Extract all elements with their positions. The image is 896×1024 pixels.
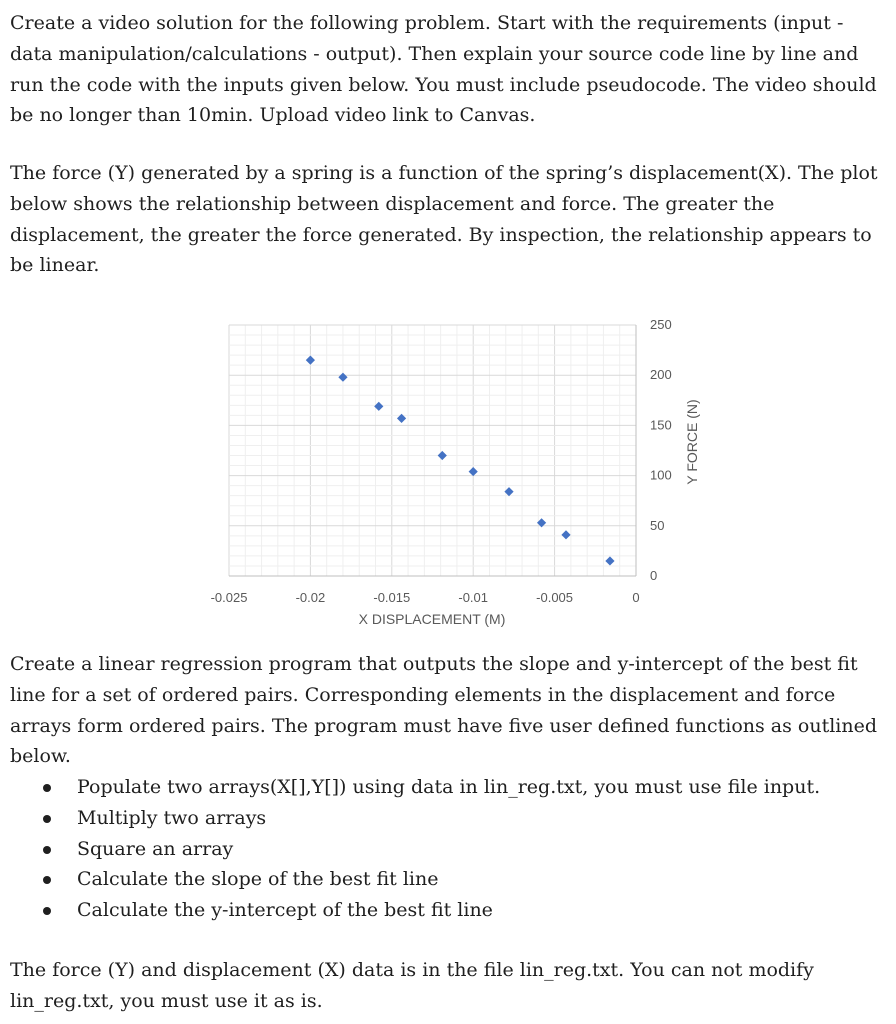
y-axis-label: Y FORCE (N) <box>684 399 700 485</box>
data-points <box>306 356 615 566</box>
y-tick-label: 250 <box>650 317 672 332</box>
x-tick-labels <box>211 590 640 605</box>
bullet-icon <box>43 907 51 915</box>
x-tick-label: -0.005 <box>536 590 574 605</box>
y-tick-labels <box>650 317 672 583</box>
bullet-icon <box>43 876 51 884</box>
requirements-list <box>10 772 880 926</box>
bullet-icon <box>43 784 51 792</box>
data-point <box>306 356 315 365</box>
list-item-text: Square an array <box>77 837 234 860</box>
list-item-text: Populate two arrays(X[],Y[]) using data in lin_reg.txt, you must use file input. <box>77 776 821 798</box>
x-tick-label: -0.025 <box>210 590 248 605</box>
list-item <box>10 803 880 834</box>
y-tick-label: 100 <box>650 467 672 483</box>
data-file-paragraph: The force (Y) and displacement (X) data is in the file lin_reg.txt. You can not modify lin_reg.txt, you must use it as is. <box>10 959 814 1012</box>
y-tick-label: 200 <box>650 367 672 383</box>
data-point <box>338 373 347 382</box>
chart-axes <box>229 325 636 576</box>
data-point <box>438 451 447 460</box>
y-tick-label: 50 <box>650 517 665 533</box>
list-item <box>10 772 880 803</box>
task-paragraph: Create a linear regression program that outputs the slope and y-intercept of the best fit line for a set of ordered pairs. Corresponding elements in the displacement and force arrays form ordered pairs. The program must have five user defined functions as outlined below. <box>10 653 878 768</box>
x-tick-label: -0.02 <box>295 590 326 605</box>
list-item-text: Calculate the slope of the best fit line <box>77 868 439 891</box>
data-point <box>605 556 614 565</box>
force-displacement-chart <box>0 300 896 640</box>
bullet-icon <box>43 846 51 854</box>
list-item-text: Calculate the y-intercept of the best fit line <box>77 899 493 922</box>
bullet-icon <box>43 815 51 823</box>
y-tick-label: 0 <box>650 568 658 583</box>
data-point <box>469 467 478 476</box>
list-item <box>10 895 880 926</box>
x-axis-label: X DISPLACEMENT (M) <box>358 611 506 627</box>
list-item-text: Multiply two arrays <box>77 806 267 829</box>
x-tick-label: -0.015 <box>373 590 411 605</box>
x-tick-label: -0.01 <box>458 590 489 605</box>
list-item <box>10 864 880 895</box>
y-tick-label: 150 <box>650 417 672 433</box>
data-point <box>561 530 570 539</box>
problem-description-paragraph: The force (Y) generated by a spring is a function of the spring’s displacement(X). The plot below shows the relationship between displacement and force. The greater the displacement, the greater the force generated. By inspection, the relationship appears to be linear. <box>10 162 878 277</box>
instructions-paragraph: Create a video solution for the following problem. Start with the requirements (input - data manipulation/calculations - output). Then explain your source code line by line and run the code with the inputs given below. You must include pseudocode. The video should be no longer than 10min. Upload video link to Canvas. <box>10 12 877 127</box>
x-tick-label: 0 <box>632 590 640 605</box>
list-item <box>10 834 880 865</box>
chart-gridlines <box>229 325 636 576</box>
